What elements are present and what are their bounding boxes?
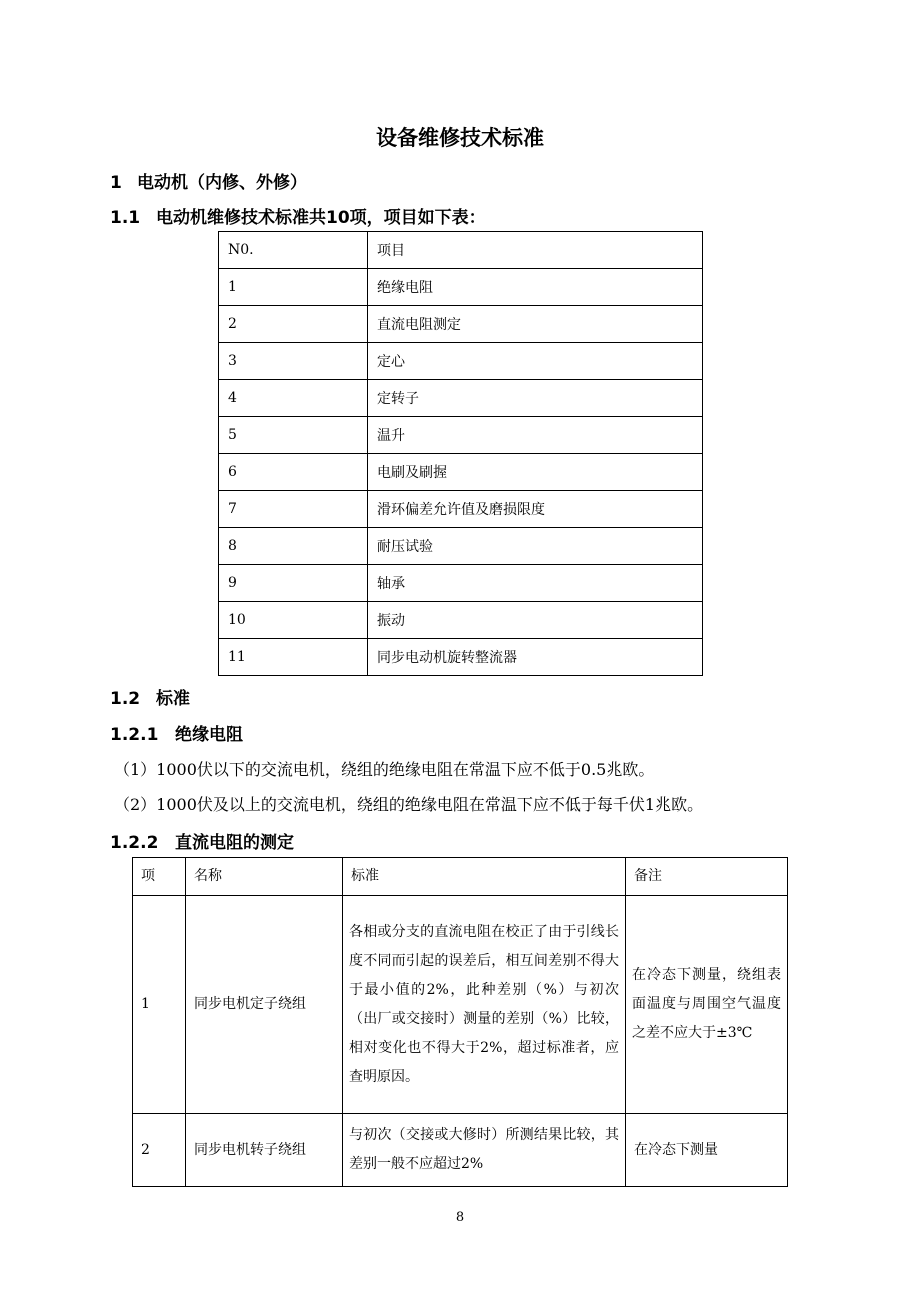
cell-remark: 在冷态下测量，绕组表面温度与周围空气温度之差不应大于±3℃ <box>626 896 788 1114</box>
table-row <box>219 565 703 602</box>
section-title: 电动机维修技术标准共10项，项目如下表： <box>156 208 486 228</box>
table-row <box>219 380 703 417</box>
paragraph-insulation-2: （2）1000伏及以上的交流电机，绕组的绝缘电阻在常温下应不低于每千伏1兆欧。 <box>114 795 704 814</box>
section-1-2-2-heading <box>110 828 294 853</box>
cell-item: 2 <box>133 1114 186 1187</box>
document-title: 设备维修技术标准 <box>376 126 544 150</box>
maintenance-items-table <box>218 231 703 676</box>
header-cell-name: 名称 <box>186 858 343 896</box>
header-cell-standard: 标准 <box>343 858 626 896</box>
table-row <box>219 491 703 528</box>
cell-name: 同步电机定子绕组 <box>186 896 343 1114</box>
header-cell-no: N0. <box>219 232 368 269</box>
cell-standard: 与初次（交接或大修时）所测结果比较，其差别一般不应超过2% <box>343 1114 626 1187</box>
table-row <box>219 528 703 565</box>
cell-no: 3 <box>219 343 368 380</box>
cell-item: 1 <box>133 896 186 1114</box>
table-row <box>219 417 703 454</box>
table-row <box>219 602 703 639</box>
cell-item: 电刷及刷握 <box>368 454 703 491</box>
cell-name: 同步电机转子绕组 <box>186 1114 343 1187</box>
cell-no: 1 <box>219 269 368 306</box>
section-title: 电动机（内修、外修） <box>137 173 307 193</box>
cell-standard: 各相或分支的直流电阻在校正了由于引线长度不同而引起的误差后，相互间差别不得大于最小值的2%，此种差别（%）与初次（出厂或交接时）测量的差别（%）比较，相对变化也不得大于2%，超过标准者，应查明原因。 <box>343 896 626 1114</box>
section-number: 1.2 <box>110 689 141 709</box>
section-title: 绝缘电阻 <box>175 725 243 745</box>
cell-no: 7 <box>219 491 368 528</box>
cell-item: 绝缘电阻 <box>368 269 703 306</box>
table-row <box>133 896 788 1114</box>
section-1-1-heading <box>110 203 486 228</box>
cell-item: 直流电阻测定 <box>368 306 703 343</box>
cell-no: 5 <box>219 417 368 454</box>
table-row <box>219 269 703 306</box>
table-row <box>219 343 703 380</box>
section-number: 1.2.1 <box>110 725 159 745</box>
cell-item: 耐压试验 <box>368 528 703 565</box>
cell-no: 6 <box>219 454 368 491</box>
section-1-2-1-heading <box>110 720 243 745</box>
paragraph-insulation-1: （1）1000伏以下的交流电机，绕组的绝缘电阻在常温下应不低于0.5兆欧。 <box>114 760 655 779</box>
cell-item: 轴承 <box>368 565 703 602</box>
cell-item: 温升 <box>368 417 703 454</box>
section-1-heading <box>110 168 307 193</box>
cell-item: 定转子 <box>368 380 703 417</box>
section-title: 直流电阻的测定 <box>175 833 294 853</box>
section-title: 标准 <box>156 689 190 709</box>
cell-item: 定心 <box>368 343 703 380</box>
table-row <box>219 639 703 676</box>
dc-resistance-table <box>132 857 788 1187</box>
cell-no: 11 <box>219 639 368 676</box>
table-row <box>219 454 703 491</box>
section-number: 1 <box>110 173 122 193</box>
cell-item: 滑环偏差允许值及磨损限度 <box>368 491 703 528</box>
section-number: 1.1 <box>110 208 141 228</box>
header-cell-item: 项 <box>133 858 186 896</box>
cell-no: 9 <box>219 565 368 602</box>
page-number: 8 <box>455 1210 465 1225</box>
table-header-row <box>219 232 703 269</box>
cell-item: 振动 <box>368 602 703 639</box>
cell-no: 2 <box>219 306 368 343</box>
table-row <box>219 306 703 343</box>
header-cell-item: 项目 <box>368 232 703 269</box>
cell-no: 10 <box>219 602 368 639</box>
table-row <box>133 1114 788 1187</box>
table-header-row <box>133 858 788 896</box>
cell-remark: 在冷态下测量 <box>626 1114 788 1187</box>
cell-no: 4 <box>219 380 368 417</box>
header-cell-remark: 备注 <box>626 858 788 896</box>
section-number: 1.2.2 <box>110 833 159 853</box>
cell-no: 8 <box>219 528 368 565</box>
section-1-2-heading <box>110 684 190 709</box>
cell-item: 同步电动机旋转整流器 <box>368 639 703 676</box>
